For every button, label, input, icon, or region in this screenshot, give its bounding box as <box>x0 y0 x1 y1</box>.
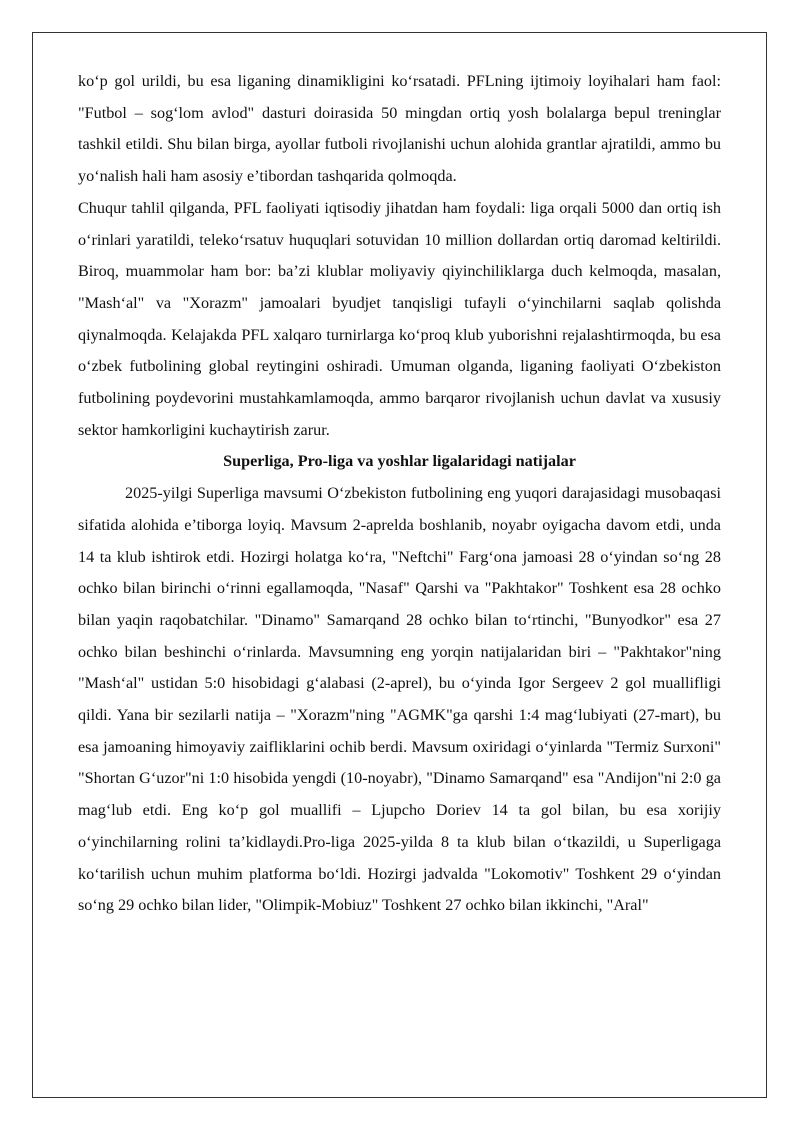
section-heading: Superliga, Pro-liga va yoshlar ligalaridagi natijalar <box>223 452 576 471</box>
paragraph-superliga: 2025-yilgi Superliga mavsumi O‘zbekiston futbolining eng yuqori darajasidagi musobaqasi sifatida alohida e’tiborga loyiq. Mavsum 2-aprelda boshlanib, noyabr oyigacha davom etdi, unda 14 ta klub ishtirok etdi. Hozirgi holatga ko‘ra, "Neftchi" Farg‘ona jamoasi 28 o‘yindan so‘ng 28 ochko bilan birinchi o‘rinni egallamoqda, "Nasaf" Qarshi va "Pakhtakor" Toshkent esa 28 ochko bilan yaqin raqobatchilar. "Dinamo" Samarqand 28 ochko bilan to‘rtinchi, "Bunyodkor" esa 27 ochko bilan beshinchi o‘rinlarda. Mavsumning eng yorqin natijalaridan biri – "Pakhtakor"ning "Mash‘al" ustidan 5:0 hisobidagi g‘alabasi (2-aprel), bu o‘yinda Igor Sergeev 2 gol muallifligi qildi. Yana bir sezilarli natija – "Xorazm"ning "AGMK"ga qarshi 1:4 mag‘lubiyati (27-mart), bu esa jamoaning himoyaviy zaifliklarini ochib berdi. Mavsum oxiridagi o‘yinlarda "Termiz Surxoni" "Shortan G‘uzor"ni 1:0 hisobida yengdi (10-noyabr), "Dinamo Samarqand" esa "Andijon"ni 2:0 ga mag‘lub etdi. Eng ko‘p gol muallifi – Ljupcho Doriev 14 ta gol bilan, bu esa xorijiy o‘yinchilarning rolini ta’kidlaydi.Pro-liga 2025-yilda 8 ta klub bilan o‘tkazildi, u Superligaga ko‘tarilish uchun muhim platforma bo‘ldi. Hozirgi jadvalda "Lokomotiv" Toshkent 29 o‘yindan so‘ng 29 ochko bilan lider, "Olimpik-Mobiuz" Toshkent 27 ochko bilan ikkinchi, "Aral" <box>78 484 721 915</box>
paragraph-continuation: ko‘p gol urildi, bu esa liganing dinamikligini ko‘rsatadi. PFLning ijtimoiy loyihalari ham faol: "Futbol – sog‘lom avlod" dasturi doirasida 50 mingdan ortiq yosh bolalarga bepul treninglar tashkil etildi. Shu bilan birga, ayollar futboli rivojlanishi uchun alohida grantlar ajratildi, ammo bu yo‘nalish hali ham asosiy e’tibordan tashqarida qolmoqda. <box>78 72 721 186</box>
paragraph-analysis: Chuqur tahlil qilganda, PFL faoliyati iqtisodiy jihatdan ham foydali: liga orqali 5000 dan ortiq ish o‘rinlari yaratildi, teleko‘rsatuv huquqlari sotuvidan 10 million dollardan ortiq daromad keltirildi. Biroq, muammolar ham bor: ba’zi klublar moliyaviy qiyinchiliklarga duch kelmoqda, masalan, "Mash‘al" va "Xorazm" jamoalari byudjet tanqisligi tufayli o‘yinchilarni saqlab qolishda qiynalmoqda. Kelajakda PFL xalqaro turnirlarga ko‘proq klub yuborishni rejalashtirmoqda, bu esa o‘zbek futbolining global reytingini oshiradi. Umuman olganda, liganing faoliyati O‘zbekiston futbolining poydevorini mustahkamlamoqda, ammo barqaror rivojlanish uchun davlat va xususiy sektor hamkorligini kuchaytirish zarur. <box>78 198 721 439</box>
document-body <box>78 66 721 922</box>
